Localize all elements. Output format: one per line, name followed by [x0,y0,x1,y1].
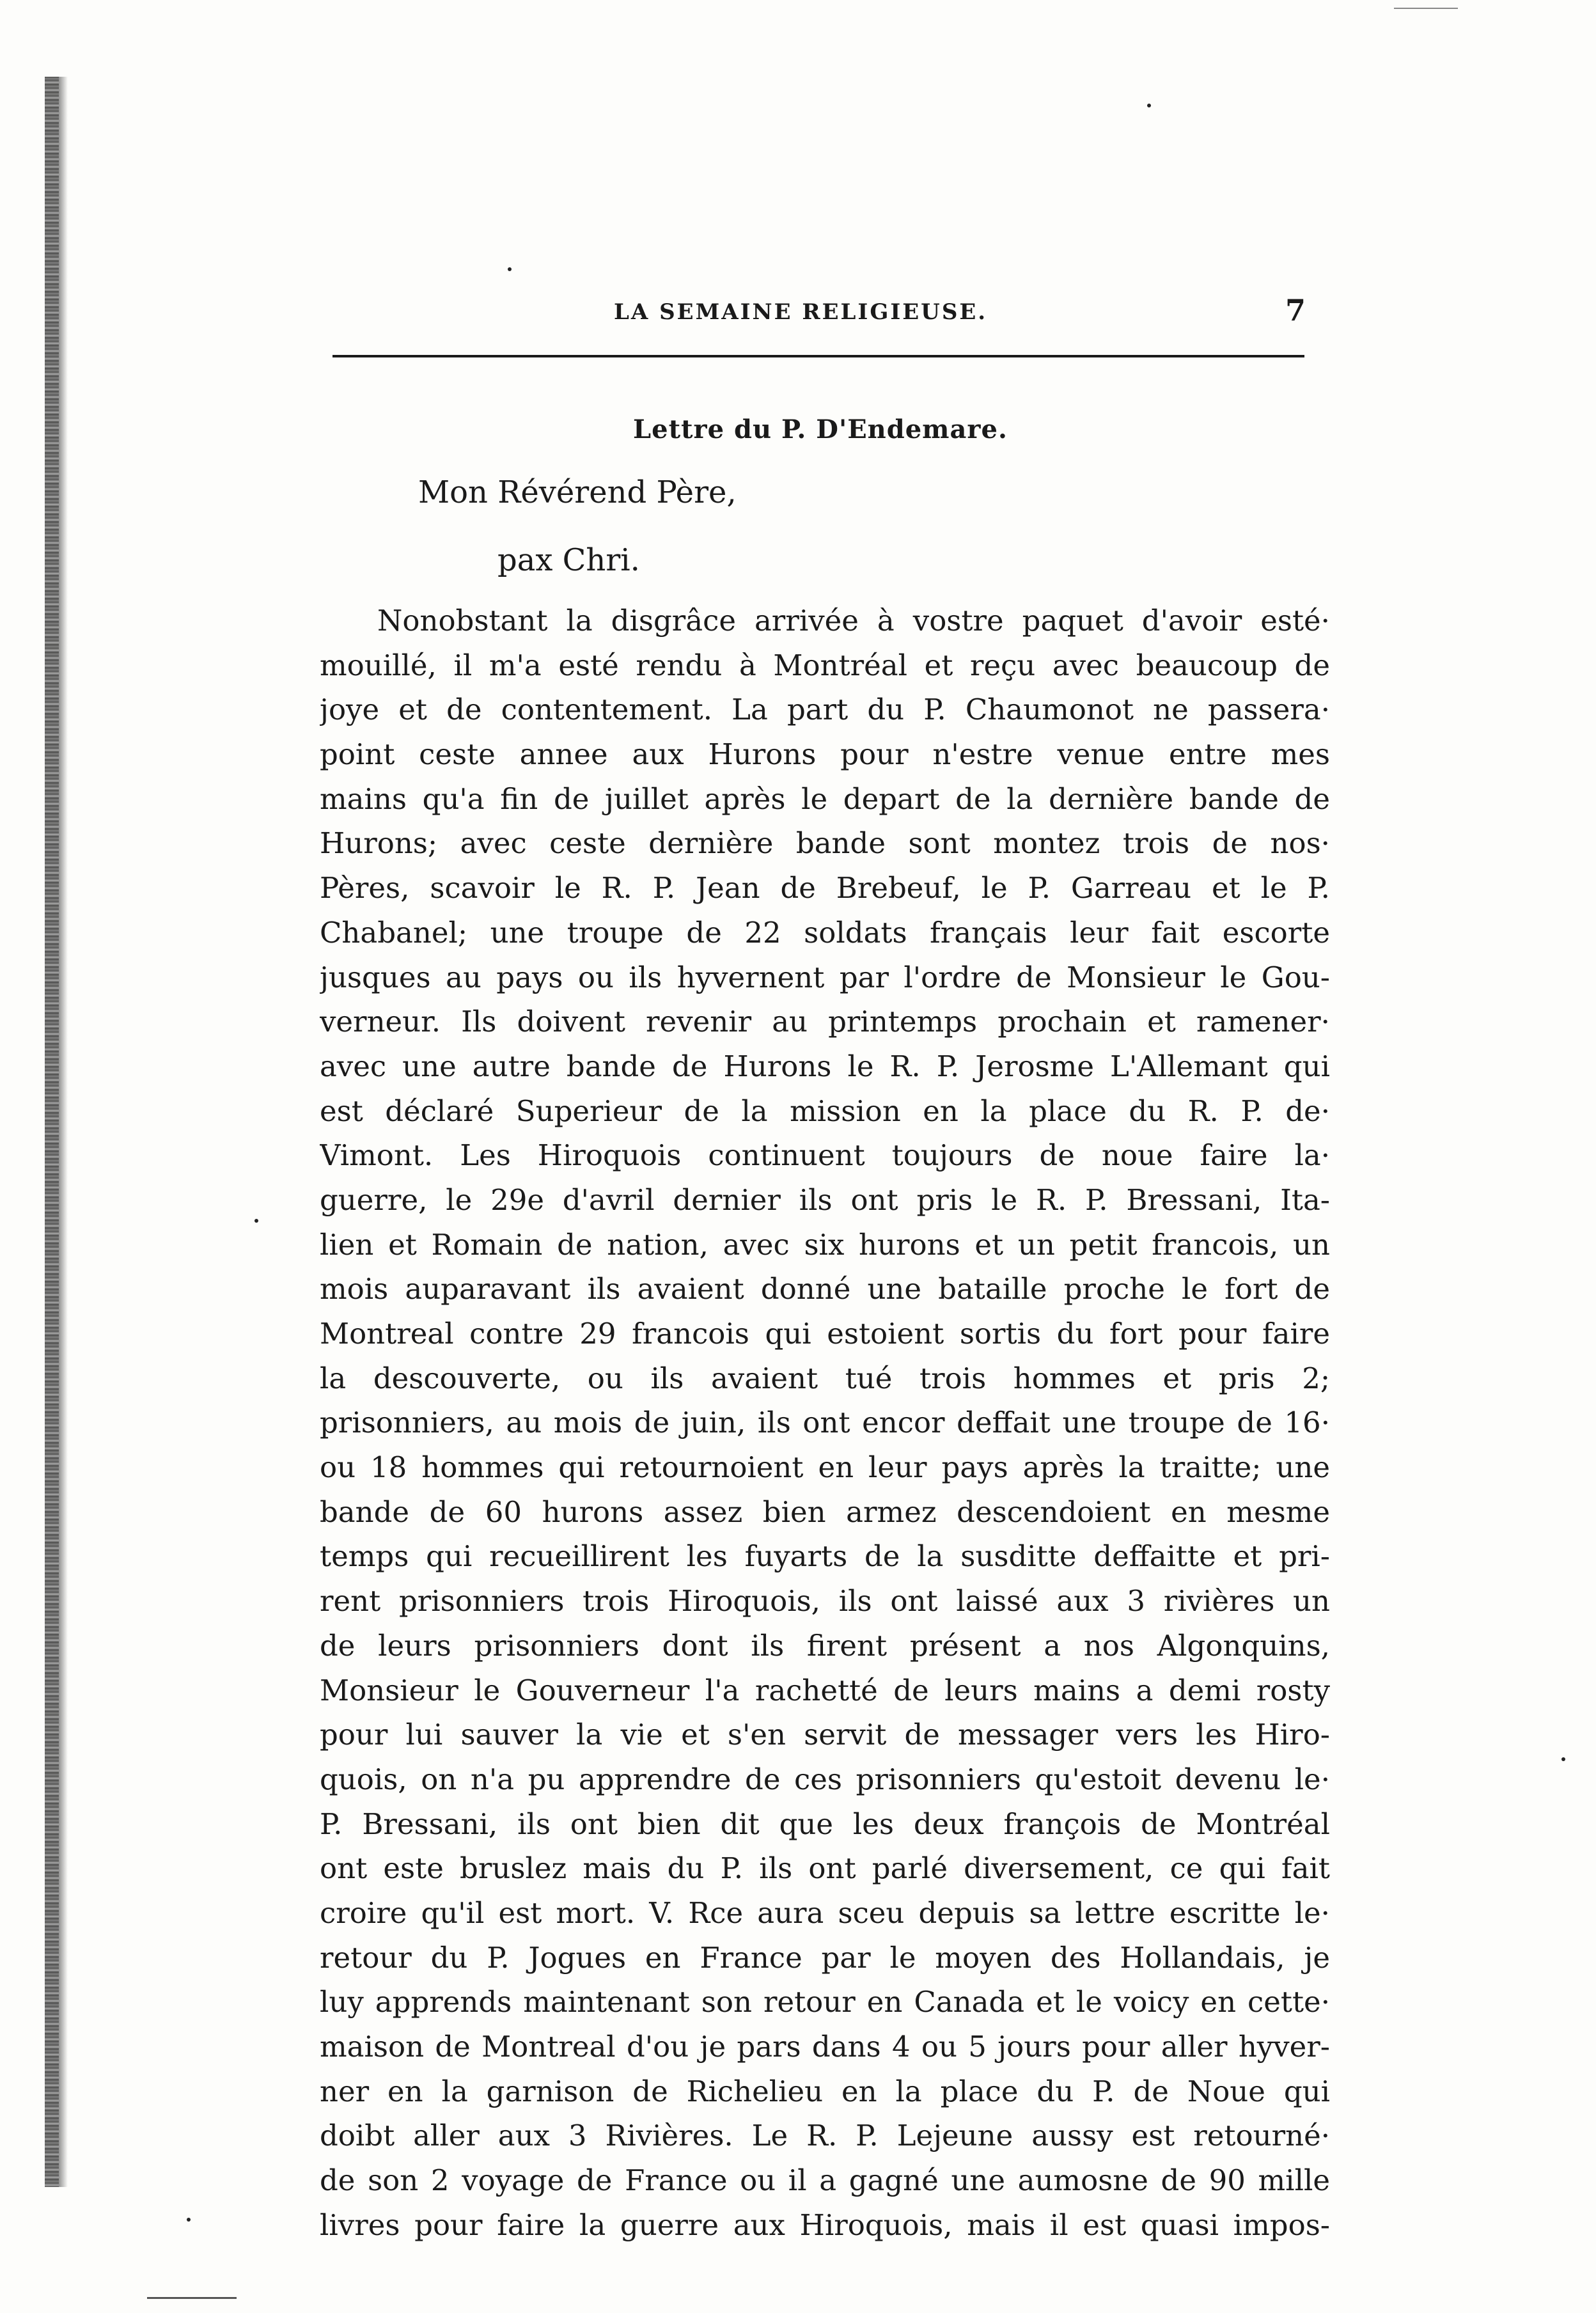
body-line: rent prisonniers trois Hiroquois, ils ont laissé aux 3 rivières un [320,1584,1330,1619]
body-line: joye et de contentement. La part du P. Chaumonot ne passera· [320,693,1330,727]
body-line: est déclaré Superieur de la mission en la place du R. P. de· [320,1094,1330,1128]
body-line: prisonniers, au mois de juin, ils ont encor deffait une troupe de 16· [320,1406,1330,1440]
body-line: temps qui recueillirent les fuyarts de la susditte deffaitte et pri- [320,1539,1330,1574]
body-line: quois, on n'a pu apprendre de ces prisonniers qu'estoit devenu le· [320,1762,1330,1796]
ink-speck [254,1219,258,1223]
body-line: verneur. Ils doivent revenir au printemps prochain et ramener· [320,1005,1330,1039]
body-line: lien et Romain de nation, avec six hurons et un petit francois, un [320,1227,1330,1262]
body-line: avec une autre bande de Hurons le R. P. Jerosme L'Allemant qui [320,1049,1330,1083]
body-line: Chabanel; une troupe de 22 soldats français leur fait escorte [320,915,1330,950]
body-line: P. Bressani, ils ont bien dit que les deux françois de Montréal [320,1807,1330,1841]
body-line: mois auparavant ils avaient donné une bataille proche le fort de [320,1272,1330,1306]
body-line: croire qu'il est mort. V. Rce aura sceu depuis sa lettre escritte le· [320,1895,1330,1930]
body-line: Hurons; avec ceste dernière bande sont montez trois de nos· [320,826,1330,861]
binding-edge [45,77,59,2187]
body-line: la descouverte, ou ils avaient tué trois hommes et pris 2; [320,1361,1330,1395]
body-line: Pères, scavoir le R. P. Jean de Brebeuf, le P. Garreau et le P. [320,871,1330,906]
body-line: pour lui sauver la vie et s'en servit de messager vers les Hiro- [320,1718,1330,1752]
body-line: luy apprends maintenant son retour en Canada et le voicy en cette· [320,1985,1330,2019]
body-line: livres pour faire la guerre aux Hiroquois, mais il est quasi impos- [320,2207,1330,2242]
body-line: jusques au pays ou ils hyvernent par l'ordre de Monsieur le Gou- [320,960,1330,994]
body-line: de leurs prisonniers dont ils firent présent a nos Algonquins, [320,1628,1330,1663]
body-line: ou 18 hommes qui retournoient en leur pays après la traitte; une [320,1450,1330,1485]
body-line: mouillé, il m'a esté rendu à Montréal et reçu avec beaucoup de [320,648,1330,682]
scan-mark-bottom [147,2297,237,2299]
body-line: ont este bruslez mais du P. ils ont parlé diversement, ce qui fait [320,1851,1330,1886]
scan-mark-top [1394,8,1458,9]
letter-body [320,599,1330,2247]
body-line: doibt aller aux 3 Rivières. Le R. P. Lejeune aussy est retourné· [320,2119,1330,2153]
body-line: retour du P. Jogues en France par le moyen des Hollandais, je [320,1940,1330,1975]
body-line: guerre, le 29e d'avril dernier ils ont pris le R. P. Bressani, Ita- [320,1182,1330,1217]
running-head: LA SEMAINE RELIGIEUSE. [614,299,988,325]
body-line: Vimont. Les Hiroquois continuent toujours de noue faire la· [320,1138,1330,1173]
pax-greeting: pax Chri. [497,542,640,578]
binding-shadow [59,77,68,2187]
body-line: de son 2 voyage de France ou il a gagné une aumosne de 90 mille [320,2163,1330,2198]
body-line: Monsieur le Gouverneur l'a rachetté de leurs mains a demi rosty [320,1673,1330,1707]
ink-speck [508,267,512,271]
body-line: Montreal contre 29 francois qui estoient sortis du fort pour faire [320,1317,1330,1351]
body-line: mains qu'a fin de juillet après le depart de la dernière bande de [320,781,1330,816]
ink-speck [1147,104,1151,107]
page-number: 7 [1285,293,1306,327]
header-rule [332,355,1304,357]
salutation: Mon Révérend Père, [418,474,737,510]
ink-speck [1561,1757,1565,1761]
body-line: bande de 60 hurons assez bien armez descendoient en mesme [320,1494,1330,1529]
body-line: Nonobstant la disgrâce arrivée à vostre paquet d'avoir esté· [377,604,1330,638]
body-line: maison de Montreal d'ou je pars dans 4 ou 5 jours pour aller hyver- [320,2030,1330,2064]
ink-speck [187,2218,191,2222]
letter-title: Lettre du P. D'Endemare. [633,414,1008,444]
body-line: ner en la garnison de Richelieu en la place du P. de Noue qui [320,2074,1330,2108]
body-line: point ceste annee aux Hurons pour n'estre venue entre mes [320,737,1330,772]
